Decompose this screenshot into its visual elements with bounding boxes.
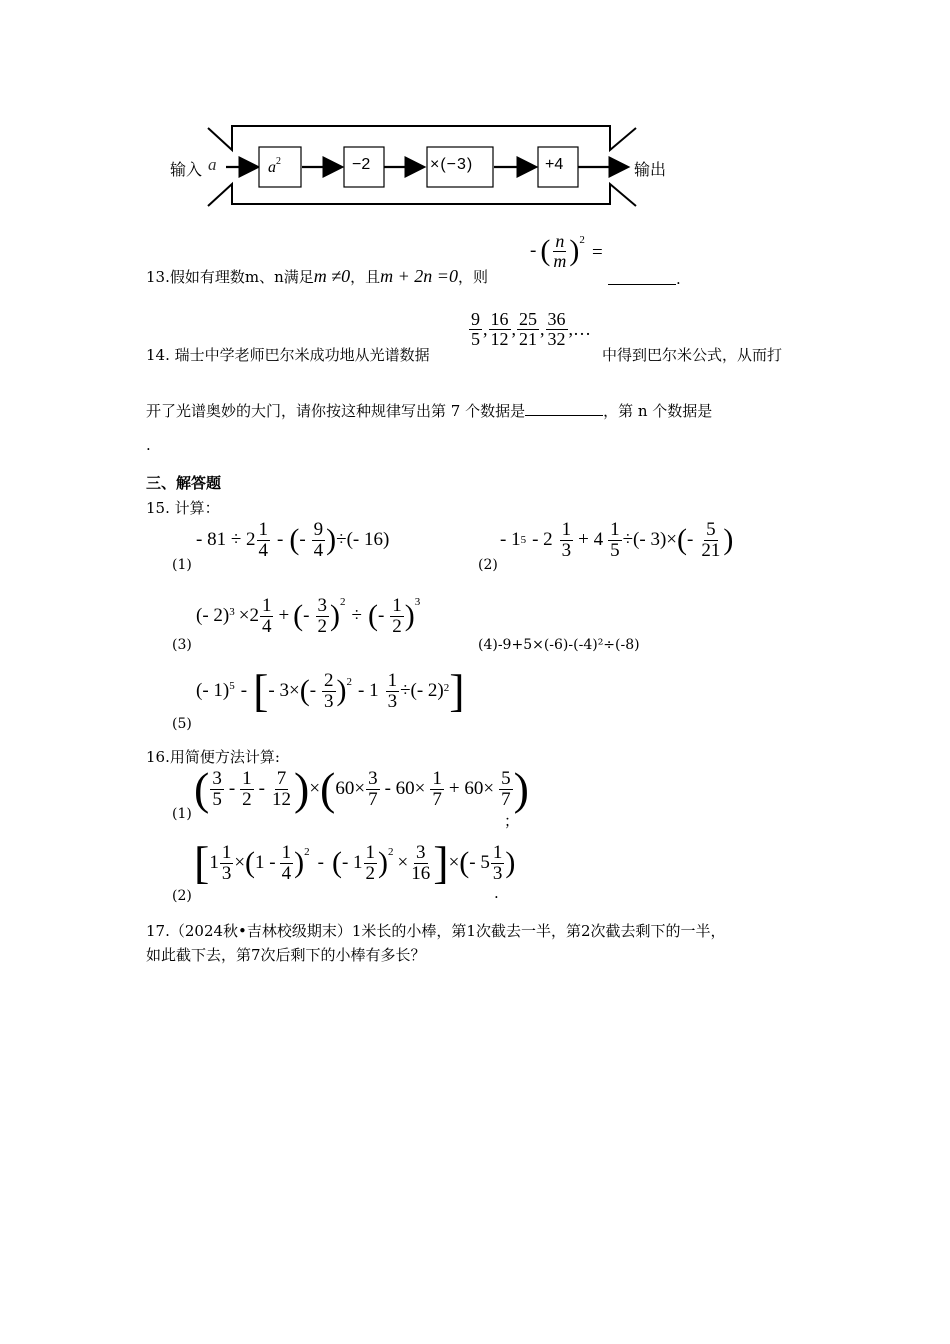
q16-expr-2: [ 1 $\frac{1}{3}$ × ( 1 - $\frac{1}{4}$ ) 2 - ( - 1 $\frac{1}{2}$ ) 2 × $\frac{3}{16}$ ] × ( - 5 $\frac{1}{3}$ ) bbox=[194, 837, 516, 888]
question-13 bbox=[146, 266, 488, 287]
q14-line1-suffix: 中得到巴尔米公式，从而打 bbox=[602, 346, 783, 364]
q17-line2: 如此截下去，第7次后剩下的小棒有多长？ bbox=[146, 946, 426, 964]
q13-expression bbox=[530, 232, 595, 271]
q14-frac-1-num: 9 bbox=[471, 309, 480, 329]
q14-line2-b: ，第 n 个数据是 bbox=[603, 402, 713, 420]
q14-answer-blank-7th[interactable] bbox=[525, 415, 603, 416]
q13-then: ，则 bbox=[457, 268, 488, 286]
flow-frame bbox=[160, 118, 680, 218]
q15-label-4: (4)-9+5×(-6)-(-4)²÷(-8) bbox=[478, 637, 640, 653]
q15-expr-3: (- 2) 3 ×2 $\frac{1}{4}$ + ( - $\frac{3}{2}$ ) 2 ÷ ( - $\frac{1}{2}$ ) 3 bbox=[196, 595, 421, 637]
q14-comma: , bbox=[511, 318, 516, 339]
flow-box-times-neg3: ×(−3) bbox=[430, 156, 474, 173]
q13-sep: ，且 bbox=[350, 268, 381, 286]
q16-label-1: (1) bbox=[172, 806, 192, 822]
q15-label-3: (3) bbox=[172, 637, 192, 653]
q14-frac-3 bbox=[517, 310, 539, 349]
flow-output-label: 输出 bbox=[634, 160, 667, 179]
flow-input-var: a bbox=[208, 155, 217, 174]
q14-frac-2 bbox=[489, 310, 511, 349]
q13-answer-blank[interactable] bbox=[608, 284, 676, 285]
q14-frac-4-den: 32 bbox=[547, 328, 566, 349]
section-3-title: 三、解答题 bbox=[146, 474, 222, 492]
q14-frac-3-num: 25 bbox=[519, 309, 537, 329]
q13-exp: 2 bbox=[579, 234, 585, 246]
q13-minus: - bbox=[530, 240, 537, 262]
q16-expr-1: ( $\frac{3}{5}$ - $\frac{1}{2}$ - $\frac{7}{12}$ ) × ( 60× $\frac{3}{7}$ - 60× $\frac{1}{7}$ + 60× $\frac{5}{7}$ ) bbox=[194, 763, 529, 814]
flow-box-minus2: −2 bbox=[352, 156, 371, 173]
flow-input-label: 输入 bbox=[170, 160, 203, 179]
q15-label-2: (2) bbox=[478, 557, 498, 573]
q13-equals-sign: = bbox=[592, 242, 603, 263]
q17-line1: 17.（2024秋•吉林校级期末）1米长的小棒，第1次截去一半，第2次截去剩下的一半， bbox=[146, 922, 726, 940]
q14-comma: , bbox=[483, 318, 488, 339]
q13-frac-num: n bbox=[555, 231, 565, 251]
q15-title: 15. 计算： bbox=[146, 499, 220, 517]
q15-label-1: (1) bbox=[172, 557, 192, 573]
q15-label-5: (5) bbox=[172, 716, 192, 732]
q14-data-sequence bbox=[468, 310, 591, 349]
q14-line2-a: 开了光谱奥妙的大门，请你按这种规律写出第 7 个数据是 bbox=[146, 402, 526, 420]
q14-frac-1-den: 5 bbox=[471, 328, 480, 349]
flow-box-square bbox=[268, 156, 281, 177]
q13-cond1: m ≠0 bbox=[313, 266, 351, 286]
q14-line3: . bbox=[146, 436, 151, 454]
q16-end-1: ； bbox=[504, 812, 520, 830]
q14-comma: , bbox=[540, 318, 545, 339]
q16-label-2: (2) bbox=[172, 888, 192, 904]
q16-end-2: . bbox=[494, 884, 499, 902]
q13-frac-den: m bbox=[553, 250, 567, 271]
q13-fraction bbox=[551, 232, 568, 271]
q15-expr-1: - 81 ÷ 2 $\frac{1}{4}$ - ( - $\frac{9}{4}$ ) ÷(- 16) bbox=[196, 519, 390, 561]
q14-line2 bbox=[146, 400, 712, 421]
q14-frac-2-den: 12 bbox=[490, 328, 509, 349]
flow-box-plus4: +4 bbox=[545, 156, 564, 173]
q14-frac-1 bbox=[469, 310, 482, 349]
q14-frac-4-num: 36 bbox=[547, 309, 566, 329]
q13-rparen: ) bbox=[569, 234, 580, 268]
q16-title: 16.用简便方法计算: bbox=[146, 748, 280, 766]
q14-ellipsis: … bbox=[573, 318, 591, 339]
flow-box-square-base: a bbox=[268, 159, 276, 176]
q14-line1-prefix: 14. 瑞士中学老师巴尔米成功地从光谱数据 bbox=[146, 346, 430, 364]
q14-comma: , bbox=[568, 318, 573, 339]
q14-frac-3-den: 21 bbox=[519, 328, 537, 349]
q14-frac-4 bbox=[546, 310, 568, 349]
q13-lparen: ( bbox=[540, 234, 551, 268]
q13-cond2: m + 2n =0 bbox=[380, 266, 458, 286]
q15-expr-5: (- 1) 5 - [ - 3× ( - $\frac{2}{3}$ ) 2 - 1 $\frac{1}{3}$ ÷(- 2) 2 ] bbox=[196, 665, 465, 716]
q13-prefix: 13.假如有理数m、n满足 bbox=[146, 268, 314, 286]
flow-box-square-exp: 2 bbox=[276, 156, 281, 167]
q14-frac-2-num: 16 bbox=[490, 309, 509, 329]
flow-diagram bbox=[160, 118, 680, 218]
q13-end: . bbox=[676, 270, 681, 288]
q15-expr-2: - 1 5 - 2 $\frac{1}{3}$ + 4 $\frac{1}{5}$ ÷(- 3)× ( - $\frac{5}{21}$ ) bbox=[500, 519, 734, 561]
